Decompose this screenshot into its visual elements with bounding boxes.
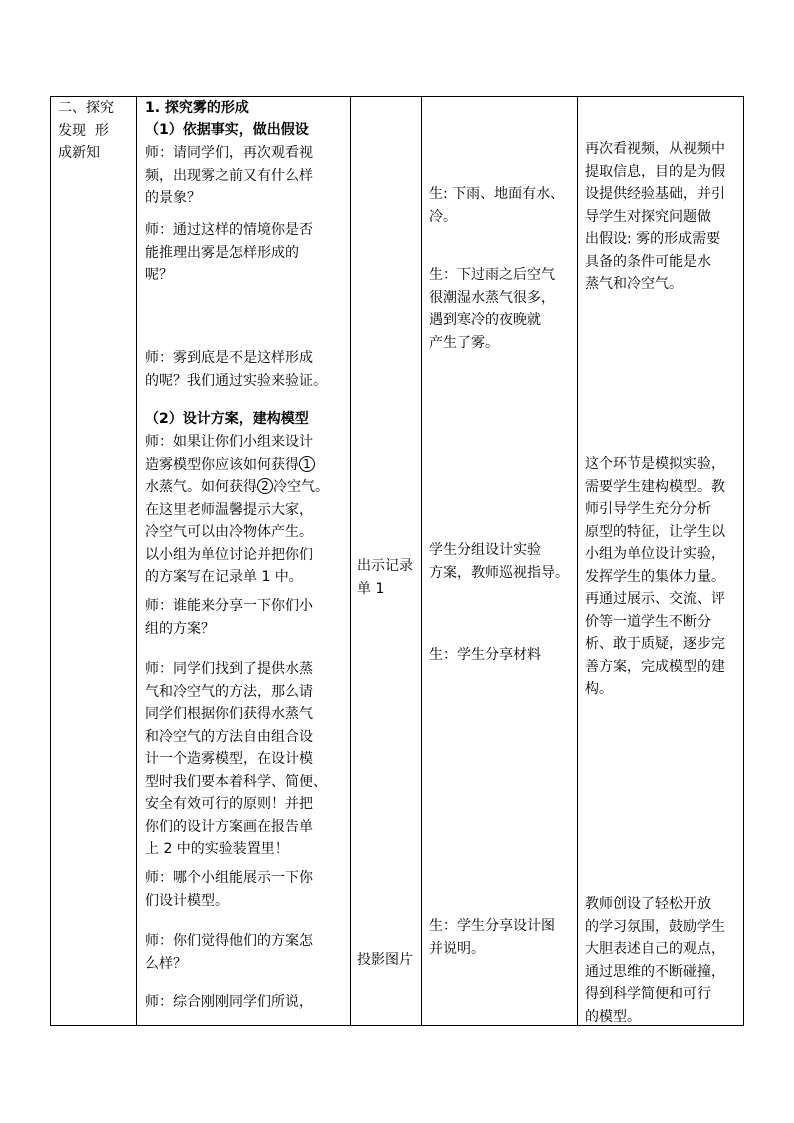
design-intent-3: 教师创设了轻松开放 的学习氛围，鼓励学生 大胆表述自己的观点， 通过思维的不断碰撞， 得到科学简便和可行 的模型。 <box>585 896 725 1025</box>
column-divider <box>350 97 351 1025</box>
subsection-title-1: （1）依据事实，做出假设 <box>145 122 309 138</box>
teacher-question-7: 师：哪个小组能展示一下你 们设计模型。 <box>145 870 313 909</box>
design-intent-2: 这个环节是模拟实验， 需要学生建构模型。教 师引导学生充分分析 原型的特征，让学生以 小组为单位设计实验， 发挥学生的集体力量。 再通过展示、交流、评 价等一道学生不断分 析、敢于质疑，逐步完 善方案，完成模型的建 构。 <box>585 456 725 697</box>
student-activity-4: 生：学生分享材料 <box>429 647 541 663</box>
teacher-question-4-part-a: 师：如果让你们小组来设计 造雾模型你应该如何获得 <box>145 434 313 473</box>
student-activity-3: 学生分组设计实验 方案，教师巡视指导。 <box>429 542 569 581</box>
teacher-question-2: 师：通过这样的情境你是否 能推理出雾是怎样形成的 呢？ <box>145 222 313 283</box>
teacher-question-4-part-c: 冷空气。 <box>273 479 329 495</box>
teacher-question-5: 师：谁能来分享一下你们小 组的方案？ <box>145 598 313 637</box>
teacher-question-3: 师：雾到底是不是这样形成 的呢？我们通过实验来验证。 <box>145 350 327 389</box>
circled-number-1: 1 <box>299 456 315 472</box>
teacher-question-4-part-b: 水蒸气。如何获得 <box>145 479 257 495</box>
teacher-question-4 <box>145 431 329 589</box>
column-divider <box>421 97 422 1025</box>
student-answer-1: 生: 下雨、地面有水、 冷。 <box>429 186 565 225</box>
circled-number-2: 2 <box>257 478 273 494</box>
lesson-table <box>50 96 744 1026</box>
teacher-question-1: 师：请同学们，再次观看视 频，出现雾之前又有什么样 的景象？ <box>145 145 313 206</box>
teacher-question-6: 师：同学们找到了提供水蒸 气和冷空气的方法，那么请 同学们根据你们获得水蒸气 和冷空气的方法自由组合设 计一个造雾模型，在设计模 型时我们要本着科学、简便、 安全有效可行的原则！并把 你们的设计方案画在报告单 上 2 中的实验装置里！ <box>145 661 327 857</box>
teacher-question-8: 师：你们觉得他们的方案怎 么样？ <box>145 933 313 972</box>
media-note-1: 出示记录 单 1 <box>357 558 413 597</box>
student-activity-5: 生：学生分享设计图 并说明。 <box>429 918 555 957</box>
column-divider <box>136 97 137 1025</box>
section-title: 1. 探究雾的形成 <box>145 100 249 116</box>
column-divider <box>577 97 578 1025</box>
teacher-question-4-part-d: 在这里老师温馨提示大家， 冷空气可以由冷物体产生。 以小组为单位讨论并把你们 的方案写在记录单 1 中。 <box>145 501 313 585</box>
media-note-2: 投影图片 <box>357 952 413 968</box>
student-answer-2: 生：下过雨之后空气 很潮湿水蒸气很多， 遇到寒冷的夜晚就 产生了雾。 <box>429 267 555 351</box>
teacher-question-9: 师：综合刚刚同学们所说， <box>145 994 313 1010</box>
section-label: 二、探究 发现 形 成新知 <box>58 100 114 161</box>
design-intent-1: 再次看视频，从视频中 提取信息，目的是为假 设提供经验基础，并引 导学生对探究问题做 出假设: 雾的形成需要 具备的条件可能是水 蒸气和冷空气。 <box>585 141 725 292</box>
subsection-title-2: （2）设计方案，建构模型 <box>145 411 309 427</box>
